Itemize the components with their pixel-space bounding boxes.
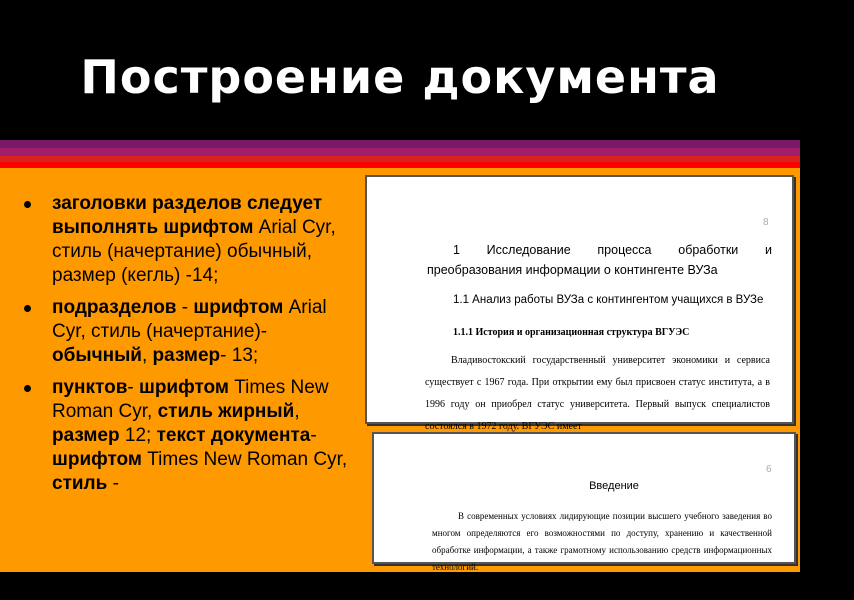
bullet-text-segment: Times New Roman Cyr, xyxy=(52,377,329,422)
bullet-text-segment: , xyxy=(294,401,300,422)
bullet-text-segment: - xyxy=(176,297,194,318)
bullet-text-segment: стиль жирный xyxy=(157,401,295,422)
bullet-text-segment: шрифтом xyxy=(52,449,142,470)
bullet-text-segment: текст документа xyxy=(156,425,311,446)
bullet-text-segment: заголовки разделов следует выполнять шрифтом xyxy=(52,193,323,238)
bottom-bar xyxy=(0,572,800,600)
bullet-text-segment: - xyxy=(127,377,139,398)
bullet-text-segment: 12; xyxy=(119,425,157,446)
bullet-text-segment: - xyxy=(107,473,119,494)
decorative-stripe xyxy=(0,140,800,148)
bullet-text-segment: Arial Cyr, стиль (начертание) обычный, размер (кегль) -14; xyxy=(52,217,336,286)
title-band xyxy=(0,0,800,140)
bullet-text-segment: пунктов xyxy=(52,377,128,398)
bullet-text-segment: - xyxy=(310,425,317,446)
subsection-heading: 1.1 Анализ работы ВУЗа с контингентом учащихся в ВУЗе xyxy=(453,294,764,306)
bullet-text-segment: Arial Cyr, стиль (начертание)- xyxy=(52,297,327,342)
slide-title: Построение документа xyxy=(80,50,720,104)
document-sample-introduction xyxy=(372,432,796,572)
page-number: 6 xyxy=(766,464,772,475)
bullet-text-segment: - 13; xyxy=(220,345,259,366)
bullet-text-segment: стиль xyxy=(52,473,108,494)
bullet-text-segment: размер xyxy=(152,345,221,366)
bullet-text-segment: шрифтом xyxy=(193,297,284,318)
bullet-text-segment: обычный xyxy=(52,345,142,366)
point-heading: 1.1.1 История и организационная структура ВГУЭС xyxy=(453,327,690,338)
bullet-text-segment: , xyxy=(141,345,153,366)
section-heading: 1 Исследование процесса обработки и преобразования информации о контингенте ВУЗа xyxy=(427,243,772,277)
page-number: 8 xyxy=(763,217,769,228)
decorative-stripe xyxy=(0,148,800,156)
document-sample-chapter xyxy=(365,175,794,432)
bullet-item-subsections xyxy=(22,296,362,368)
bullet-item-points xyxy=(22,376,362,496)
bullet-text-segment: шрифтом xyxy=(138,377,229,398)
body-text: В современных условиях лидирующие позиции высшего учебного заведения во многом определяются его возможностями по доступу, хранению и качественной обработке информации, а также грамотному использованию средств информационных технологий. xyxy=(432,511,772,572)
bullet-list xyxy=(22,192,362,504)
body-text: Владивостокский государственный университет экономики и сервиса существует с 1967 года. При открытии ему был присвоен статус института, а в 1996 году он приобрел статус университета. Первый выпуск специалистов состоялся в 1972 году. ВГУЭС имеет xyxy=(425,355,770,432)
bullet-text-segment: размер xyxy=(52,425,120,446)
introduction-heading: Введение xyxy=(589,480,639,492)
bullet-text-segment: Times New Roman Cyr, xyxy=(141,449,348,470)
bullet-text-segment: подразделов xyxy=(52,297,177,318)
bullet-item-sections xyxy=(22,192,362,288)
